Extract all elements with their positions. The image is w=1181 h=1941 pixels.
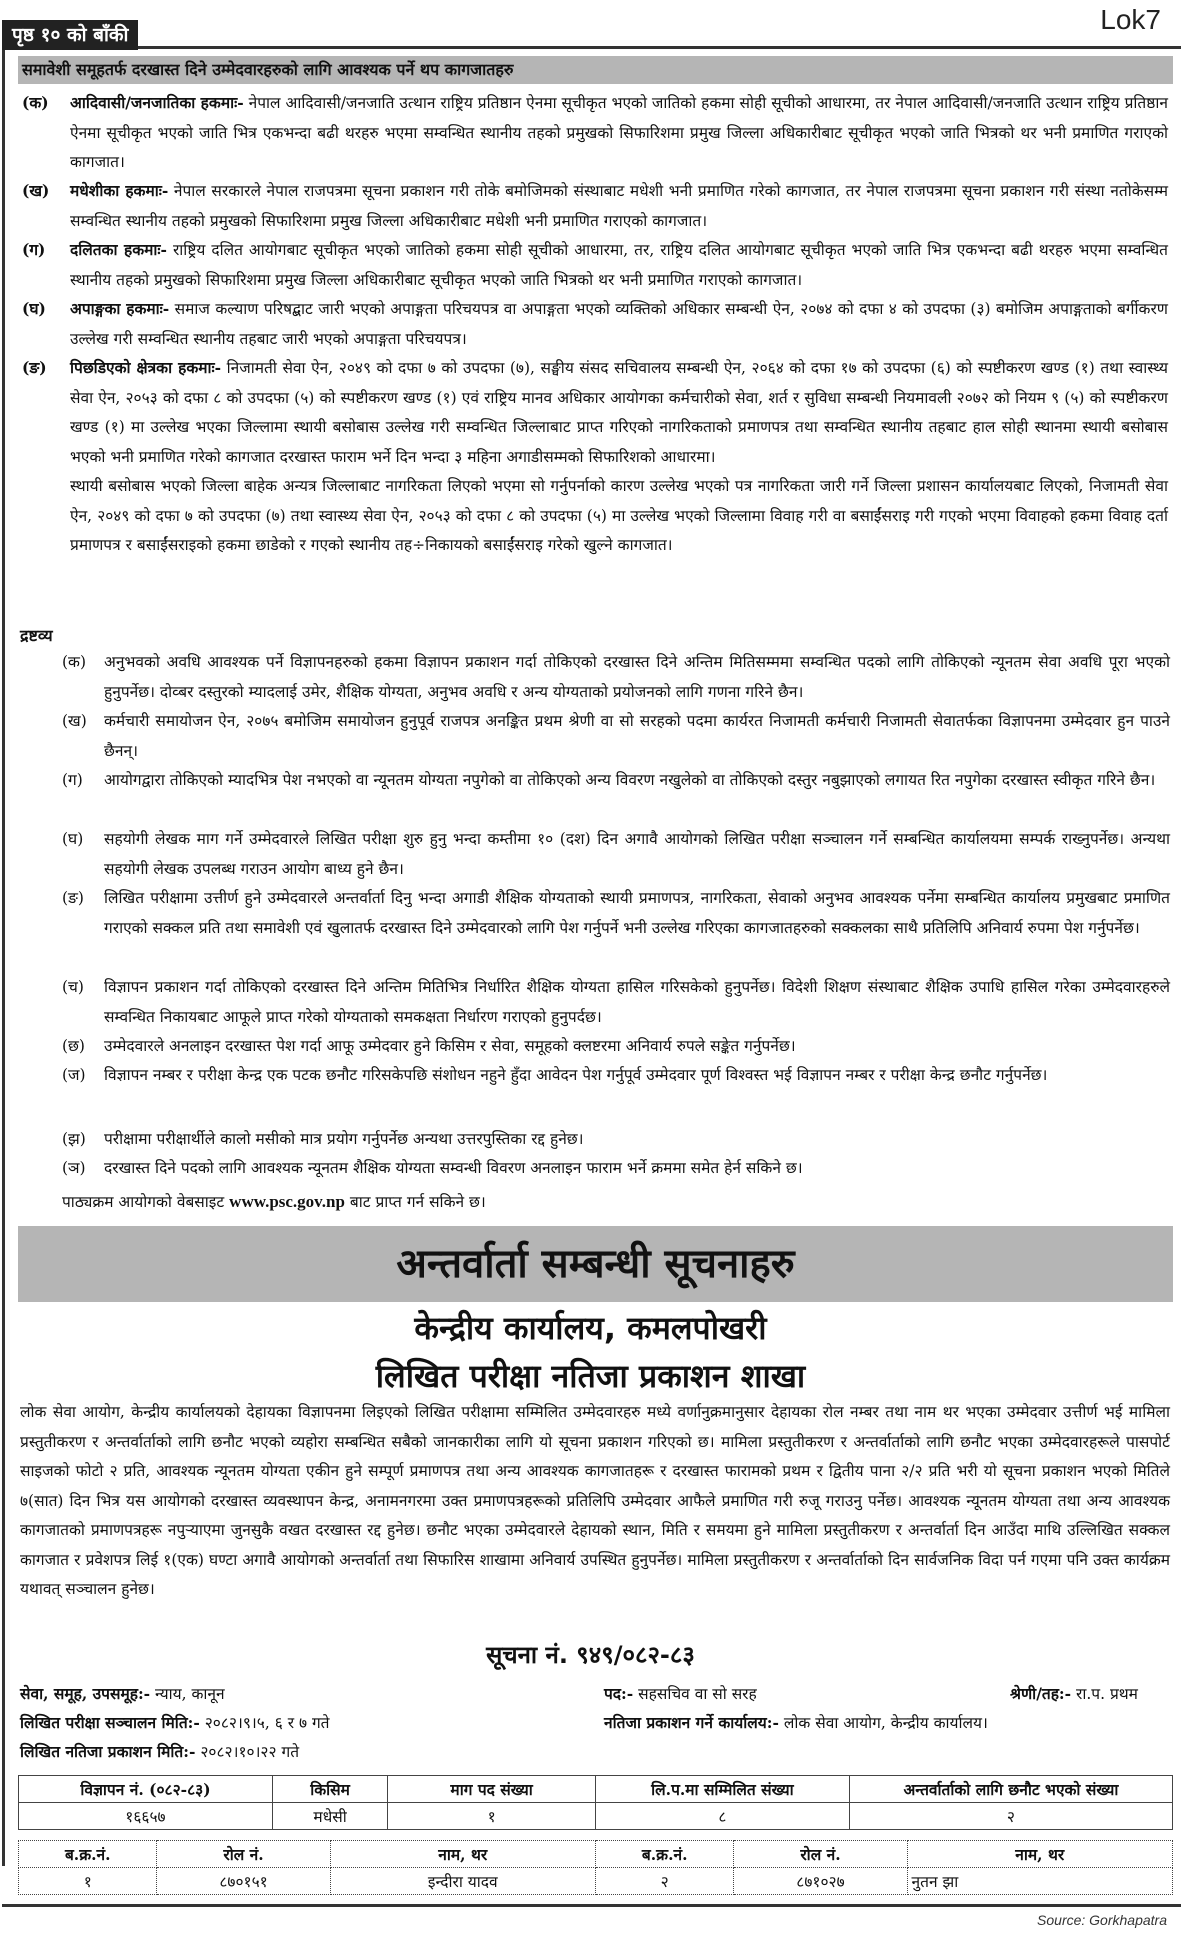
psc-website-link[interactable]: www.psc.gov.np xyxy=(229,1192,345,1211)
item-label: (घ) xyxy=(22,299,46,318)
col-serial: ब.क्र.नं. xyxy=(19,1841,157,1868)
interview-paragraph: लोक सेवा आयोग, केन्द्रीय कार्यालयको देहायका विज्ञापनमा लिइएको लिखित परीक्षामा सम्मिलित उम्मेदवारहरु मध्ये वर्णानुक्रमानुसार देहायका रोल नम्बर तथा नाम थर भएका उम्मेदवार उत्तीर्ण भई मामिला प्रस्तुतीकरण र अन्तर्वार्ताको लागि छनौट भएको व्यहोरा सम्बन्धित सबैको जानकारीका लागि यो सूचना प्रकाशन गरिएको छ। मामिला प्रस्तुतीकरण र अन्तर्वार्ताको लागि छनौट भएका उम्मेदवारहरूले पासपोर्ट साइजको फोटो २ प्रति, आवश्यक न्यूनतम योग्यता एकीन हुने सम्पूर्ण प्रमाणपत्र तथा अन्य आवश्यक कागजातहरू र दरखास्त फारामको प्रथम र द्वितीय पाना २/२ प्रति भरी यो सूचना प्रकाशन भएको मितिले ७(सात) दिन भित्र यस आयोगको दरखास्त व्यवस्थापन केन्द्र, अनामनगरमा उक्त प्रमाणपत्रहरूको प्रतिलिपि उम्मेदवार आफैले प्रमाणित गरी रुजू गराउनु पर्नेछ। आवश्यक न्यूनतम योग्यता तथा अन्य आवश्यक कागजातको प्रमाणपत्रहरू नपुऱ्याएमा जुनसुकै वखत दरखास्त रद्द हुनेछ। छनौट भएका उम्मेदवारले देहायको स्थान, मिति र समयमा हुने मामिला प्रस्तुतीकरण र अन्तर्वार्ता दिन आउँदा माथि उल्लिखित सक्कल कागजात र प्रवेशपत्र लिई १(एक) घण्टा अगावै आयोगको अन्तर्वार्ता तथा सिफारिस शाखामा अनिवार्य उपस्थित हुनुपर्नेछ। मामिला प्रस्तुतीकरण र अन्तर्वार्ताको दिन सार्वजनिक विदा पर्न गएमा पनि उक्त कार्यक्रम यथावत् सञ्चालन हुनेछ। xyxy=(20,1403,1170,1598)
note-label: (घ) xyxy=(62,830,84,848)
col-ad-no: विज्ञापन नं. (०८२-८३) xyxy=(19,1776,273,1803)
note-label: (ञ) xyxy=(62,1159,86,1177)
note-text: लिखित परीक्षामा उत्तीर्ण हुने उम्मेदवारले अन्तर्वार्ता दिनु भन्दा अगाडी शैक्षिक योग्यताको स्थायी प्रमाणपत्र, नागरिकता, सेवाको अनुभव आवश्यक पर्नेमा सम्बन्धित कार्यालय प्रमुखबाट प्रमाणित गराएको सक्कल प्रति तथा समावेशी एवं खुलातर्फ दरखास्त दिने उम्मेदवारको लागि पेश गर्नुपर्ने भनी उल्लेख गरिएका कागजातहरुको सक्कलका साथै प्रतिलिपि अनिवार्य रुपमा पेश गर्नुपर्नेछ। xyxy=(104,889,1170,937)
item-text: नेपाल सरकारले नेपाल राजपत्रमा सूचना प्रकाशन गरी तोके बमोजिमको संस्थाबाट मधेशी भनी प्रमाणित गरेको कागजात, तर नेपाल राजपत्रमा सूचना प्रकाशन गरी संस्था नतोकेसम्म सम्वन्धित स्थानीय तहको प्रमुखको सिफारिशमा प्रमुख जिल्ला अधिकारीबाट मधेशी भनी प्रमाणित गराएको कागजात। xyxy=(70,182,1168,230)
item-label: (क) xyxy=(22,93,49,112)
col-roll: रोल नं. xyxy=(157,1841,330,1868)
page-continuation-tag: पृष्ठ १० को बाँकी xyxy=(2,20,138,50)
result-office-value: लोक सेवा आयोग, केन्द्रीय कार्यालय। xyxy=(783,1714,988,1732)
roll-no: ८७१०२७ xyxy=(734,1868,907,1895)
post xyxy=(604,1682,757,1704)
branch-heading: लिखित परीक्षा नतिजा प्रकाशन शाखा xyxy=(375,1357,806,1395)
note-label: (झ) xyxy=(62,1130,86,1148)
item-title: आदिवासी/जनजातिका हकमाः- xyxy=(70,93,244,112)
note-item xyxy=(62,825,1170,884)
bottom-rule xyxy=(2,1904,1181,1907)
service-group xyxy=(20,1682,225,1704)
note-label: (ग) xyxy=(62,771,83,789)
col-roll: रोल नं. xyxy=(734,1841,907,1868)
item-title: अपाङ्गका हकमाः- xyxy=(70,299,170,318)
item-text: राष्ट्रिय दलित आयोगबाट सूचीकृत भएको जातिको हकमा सोही सूचीको आधारमा, तर, राष्ट्रिय दलित आयोगबाट सूचीकृत भएको जाति भित्र एकभन्दा बढी थरहरु भएमा सम्वन्धित स्थानीय तहको प्रमुखको सिफारिशमा प्रमुख जिल्ला अधिकारीबाट सूचीकृत भएको जाति भित्रको थर भनी प्रमाणित गराएको कागजात। xyxy=(70,241,1168,289)
result-office xyxy=(604,1711,988,1733)
note-text: आयोगद्वारा तोकिएको म्यादभित्र पेश नभएको वा न्यूनतम योग्यता नपुगेको वा तोकिएको अन्य विवरण नखुलेको वा तोकिएको दस्तुर नबुझाएको लगायत रित नपुगेका दरखास्त स्वीकृत गरिने छैन। xyxy=(104,771,1156,789)
result-date-value: २०८२।१०।२२ गते xyxy=(200,1743,300,1761)
syllabus-line xyxy=(62,1190,486,1212)
source-credit: Source: Gorkhapatra xyxy=(1037,1912,1167,1928)
item-label: (ग) xyxy=(22,240,46,259)
col-name: नाम, थर xyxy=(330,1841,595,1868)
note-label: (क) xyxy=(62,653,86,671)
note-text: कर्मचारी समायोजन ऐन, २०७५ बमोजिम समायोजन हुनुपूर्व राजपत्र अनङ्कित प्रथम श्रेणी वा सो सरहको पदमा कार्यरत निजामती कर्मचारी निजामती सेवातर्फका विज्ञापनमा उम्मेदवार हुन पाउने छैनन्। xyxy=(104,712,1170,760)
post-label: पद:- xyxy=(604,1684,634,1703)
inclusive-item-madhesi xyxy=(18,176,1168,236)
serial: १ xyxy=(19,1868,157,1895)
type: मधेसी xyxy=(272,1803,387,1830)
note-item xyxy=(62,1125,1170,1155)
note-item xyxy=(62,1154,1170,1184)
item-text: नेपाल आदिवासी/जनजाति उत्थान राष्ट्रिय प्रतिष्ठान ऐनमा सूचीकृत भएको जातिको हकमा सोही सूचीको आधारमा, तर नेपाल आदिवासी/जनजाति उत्थान राष्ट्रिय प्रतिष्ठान ऐनमा सूचीकृत भएको जाति भित्र एकभन्दा बढी थरहरु भएमा सम्वन्धित स्थानीय तहको प्रमुखको सिफारिशमा प्रमुख जिल्ला अधिकारीबाट सूचीकृत भएको जाति भित्रको थर भनी प्रमाणित गराएको कागजात। xyxy=(70,94,1168,171)
note-text: विज्ञापन प्रकाशन गर्दा तोकिएको दरखास्त दिने अन्तिम मितिभित्र निर्धारित शैक्षिक योग्यता हासिल गरिसकेको हुनुपर्नेछ। विदेशी शिक्षण संस्थाबाट शैक्षिक उपाधि हासिल गरेका उम्मेदवारहरुले सम्वन्धित निकायबाट आफूले प्राप्त गरेको योग्यताको समकक्षता निर्धारण गराएको हुनुपर्दछ। xyxy=(104,978,1170,1026)
syllabus-prefix: पाठ्यक्रम आयोगको वेबसाइट xyxy=(62,1193,225,1211)
posts: १ xyxy=(388,1803,596,1830)
note-item xyxy=(62,766,1170,796)
result-date xyxy=(20,1740,299,1762)
note-text: उम्मेदवारले अनलाइन दरखास्त पेश गर्दा आफू उम्मेदवार हुने किसिम र सेवा, समूहको क्लष्टरमा अनिवार्य रुपले सङ्केत गर्नुपर्नेछ। xyxy=(104,1037,796,1055)
roll-no: ८७०१५१ xyxy=(157,1868,330,1895)
col-serial: ब.क्र.नं. xyxy=(595,1841,733,1868)
item-text-continued: स्थायी बसोबास भएको जिल्ला बाहेक अन्यत्र जिल्लाबाट नागरिकता लिएको भएमा सो गर्नुपर्नाको कारण उल्लेख भएको पत्र नागरिकता जारी गर्ने जिल्ला प्रशासन कार्यालयबाट लिएको, निजामती सेवा ऐन, २०४९ को दफा ७ को उपदफा (७) तथा स्वास्थ्य सेवा ऐन, २०५३ को दफा ८ को उपदफा (५) मा उल्लेख भएको जिल्लामा विवाह गरी वा बसाईंसराइ गरी गएको भएमा विवाहको हकमा विवाह दर्ता प्रमाणपत्र र बसाईंसराइको हकमा छाडेको र गएको स्थानीय तह÷निकायको बसाईंसराइ गरेको खुल्ने कागजात। xyxy=(70,477,1168,554)
inclusive-item-backward-region xyxy=(18,353,1168,561)
inclusive-item-disabled xyxy=(18,294,1168,354)
exam-date xyxy=(20,1711,330,1733)
item-label: (ङ) xyxy=(22,358,47,377)
appeared: ८ xyxy=(595,1803,849,1830)
serial: २ xyxy=(595,1868,733,1895)
note-text: अनुभवको अवधि आवश्यक पर्ने विज्ञापनहरुको हकमा विज्ञापन प्रकाशन गर्दा तोकिएको दरखास्त दिने अन्तिम मितिसम्ममा सम्वन्धित पदको लागि तोकिएको न्यूनतम सेवा अवधि पूरा भएको हुनुपर्नेछ। दोव्बर दस्तुरको म्यादलाई उमेर, शैक्षिक योग्यता, अनुभव अवधि र अन्य योग्यताको प्रयोजनको लागि गणना गरिने छैन। xyxy=(104,653,1170,701)
top-rule xyxy=(2,46,1181,49)
item-title: पिछडिएको क्षेत्रका हकमाः- xyxy=(70,358,222,377)
note-item xyxy=(62,884,1170,943)
result-date-label: लिखित नतिजा प्रकाशन मिति:- xyxy=(20,1742,196,1761)
col-name: नाम, थर xyxy=(907,1841,1172,1868)
summary-header-row xyxy=(19,1776,1173,1803)
note-item xyxy=(62,648,1170,707)
service-label: सेवा, समूह, उपसमूह:- xyxy=(20,1684,151,1703)
col-posts: माग पद संख्या xyxy=(388,1776,596,1803)
item-text: समाज कल्याण परिषद्बाट जारी भएको अपाङ्गता परिचयपत्र वा अपाङ्गता भएको व्यक्तिको अधिकार सम्बन्धी ऐन, २०७४ को दफा ४ को उपदफा (३) बमोजिम अपाङ्गताको बर्गीकरण उल्लेख गरी सम्वन्धित स्थानीय तहबाट जारी भएको अपाङ्गता परिचयपत्र। xyxy=(70,300,1168,348)
page-code: Lok7 xyxy=(1100,4,1161,35)
note-text: सहयोगी लेखक माग गर्ने उम्मेदवारले लिखित परीक्षा शुरु हुनु भन्दा कम्तीमा १० (दश) दिन अगावै आयोगको लिखित परीक्षा सञ्चालन गर्ने सम्बन्धित कार्यालयमा सम्पर्क राख्नुपर्नेछ। अन्यथा सहयोगी लेखक उपलब्ध गराउन आयोग बाध्य हुने छैन। xyxy=(104,830,1170,878)
item-title: दलितका हकमाः- xyxy=(70,240,167,259)
col-type: किसिम xyxy=(272,1776,387,1803)
item-text: निजामती सेवा ऐन, २०४९ को दफा ७ को उपदफा (७), सङ्घीय संसद सचिवालय सम्बन्धी ऐन, २०६४ को दफा १७ को उपदफा (६) को स्पष्टीकरण खण्ड (१) तथा स्वास्थ्य सेवा ऐन, २०५३ को दफा ८ को उपदफा (५) को स्पष्टीकरण खण्ड (१) एवं राष्ट्रिय मानव अधिकार आयोगका कर्मचारीको सेवा, शर्त र सुविधा सम्बन्धी नियमावली २०७२ को नियम ९ (५) को स्पष्टीकरण खण्ड (१) मा उल्लेख भएका जिल्लामा स्थायी बसोबास उल्लेख गरी सम्वन्धित जिल्लाबाट प्राप्त गरिएको नागरिकताको प्रमाणपत्र तथा सम्वन्धित स्थानीय तहबाट हाल सोही स्थानमा स्थायी बसोबास भएको भनी प्रमाणित गरेको कागजात दरखास्त फाराम भर्ने दिन भन्दा ३ महिना अगाडीसम्मको सिफारिशको आधारमा। xyxy=(70,359,1168,466)
candidate-name: इन्दीरा यादव xyxy=(330,1868,595,1895)
office-heading: केन्द्रीय कार्यालय, कमलपोखरी xyxy=(414,1309,767,1347)
candidate-row xyxy=(19,1868,1173,1895)
summary-table xyxy=(18,1775,1173,1830)
note-item xyxy=(62,707,1170,766)
inclusive-item-adivasi xyxy=(18,88,1168,178)
note-label: (ख) xyxy=(62,712,87,730)
note-label: (छ) xyxy=(62,1037,85,1055)
candidate-name: नुतन झा xyxy=(907,1868,1172,1895)
selected: २ xyxy=(849,1803,1172,1830)
note-item xyxy=(62,973,1170,1032)
note-item xyxy=(62,1061,1170,1091)
item-title: मधेशीका हकमाः- xyxy=(70,181,169,200)
note-text: दरखास्त दिने पदको लागि आवश्यक न्यूनतम शैक्षिक योग्यता सम्वन्धी विवरण अनलाइन फाराम भर्ने क्रममा समेत हेर्न सकिने छ। xyxy=(104,1159,803,1177)
note-text: परीक्षामा परीक्षार्थीले कालो मसीको मात्र प्रयोग गर्नुपर्नेछ अन्यथा उत्तरपुस्तिका रद्द हुनेछ। xyxy=(104,1130,584,1148)
note-item xyxy=(62,1032,1170,1062)
note-label: (ङ) xyxy=(62,889,84,907)
summary-row xyxy=(19,1803,1173,1830)
exam-date-label: लिखित परीक्षा सञ्चालन मिति:- xyxy=(20,1713,200,1732)
syllabus-suffix: बाट प्राप्त गर्न सकिने छ। xyxy=(349,1193,486,1211)
note-label: (च) xyxy=(62,978,84,996)
ad-no: १६६५७ xyxy=(19,1803,273,1830)
post-value: सहसचिव वा सो सरह xyxy=(638,1685,757,1703)
class-label: श्रेणी/तह:- xyxy=(1010,1684,1072,1703)
interview-title: अन्तर्वार्ता सम्बन्धी सूचनाहरु xyxy=(18,1226,1173,1302)
notice-number: सूचना नं. ९४९/०८२-८३ xyxy=(486,1641,695,1669)
result-office-label: नतिजा प्रकाशन गर्ने कार्यालय:- xyxy=(604,1713,779,1732)
col-selected: अन्तर्वार्ताको लागि छनौट भएको संख्या xyxy=(849,1776,1172,1803)
candidates-table xyxy=(18,1840,1173,1895)
section-title-inclusive: समावेशी समूहतर्फ दरखास्त दिने उम्मेदवारहरुको लागि आवश्यक पर्ने थप कागजातहरु xyxy=(18,56,1173,84)
inclusive-item-dalit xyxy=(18,235,1168,295)
notes-heading: द्रष्टव्य xyxy=(20,626,53,645)
exam-date-value: २०८२।९।५, ६ र ७ गते xyxy=(204,1714,330,1732)
service-value: न्याय, कानून xyxy=(155,1685,225,1703)
class-level xyxy=(1010,1682,1138,1704)
col-appeared: लि.प.मा सम्मिलित संख्या xyxy=(595,1776,849,1803)
class-value: रा.प. प्रथम xyxy=(1076,1685,1138,1703)
item-label: (ख) xyxy=(22,181,50,200)
candidates-header-row xyxy=(19,1841,1173,1868)
note-label: (ज) xyxy=(62,1066,86,1084)
note-text: विज्ञापन नम्बर र परीक्षा केन्द्र एक पटक छनौट गरिसकेपछि संशोधन नहुने हुँदा आवेदन पेश गर्नुपूर्व उम्मेदवार पूर्ण विश्वस्त भई विज्ञापन नम्बर र परीक्षा केन्द्र छनौट गर्नुपर्नेछ। xyxy=(104,1066,1048,1084)
